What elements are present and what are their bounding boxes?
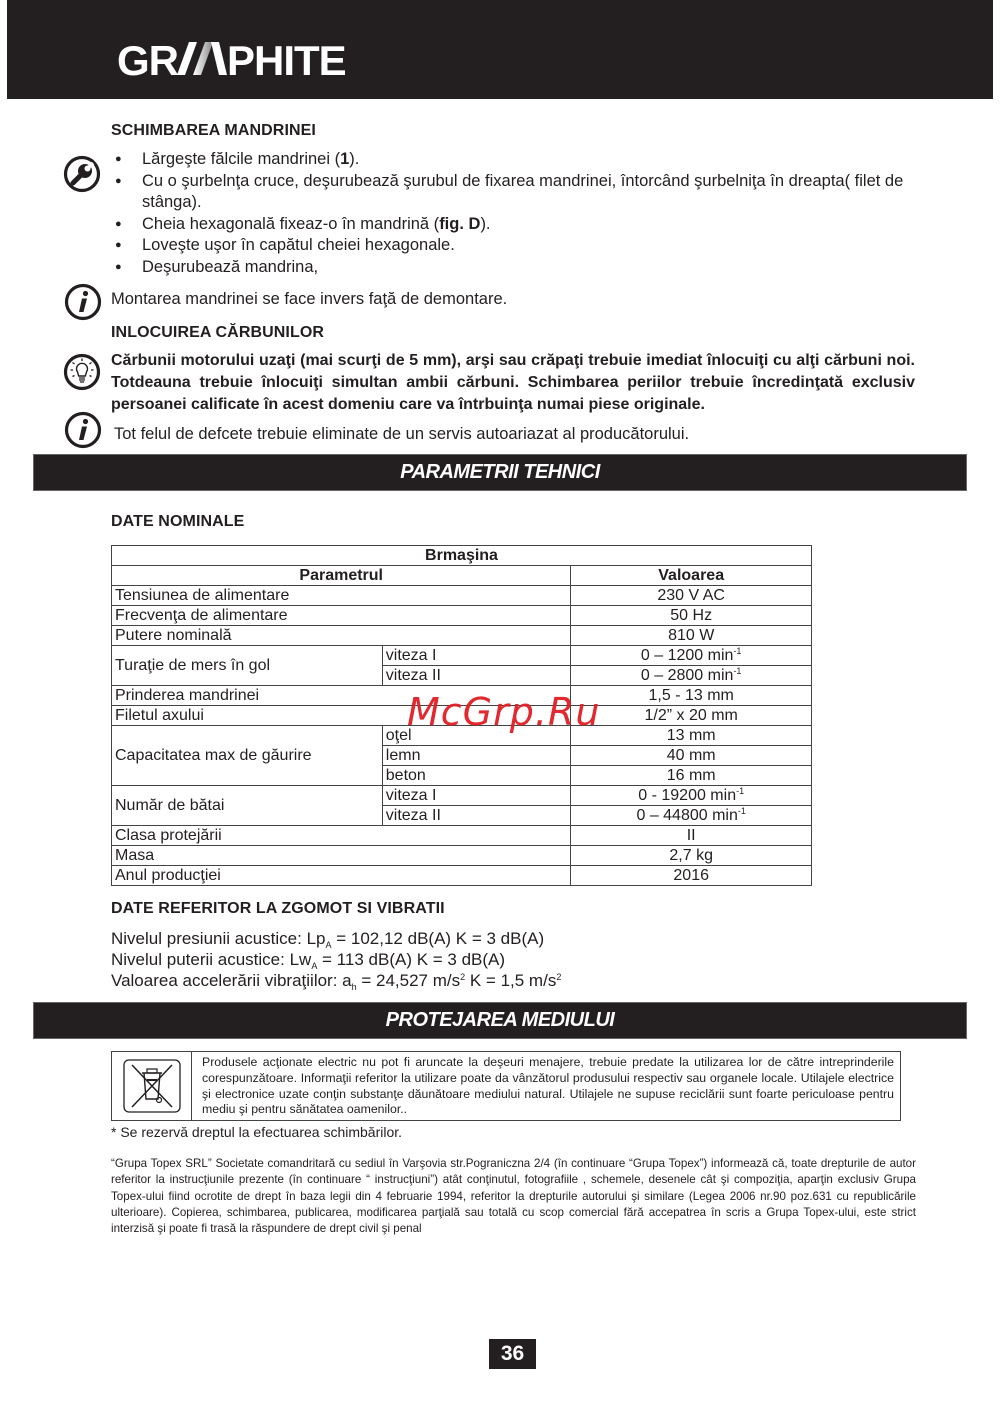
table-row: Filetul axului 1/2” x 20 mm (112, 706, 812, 726)
chuck-info-text: Montarea mandrinei se face invers faţă de demontare. (111, 290, 508, 308)
section-title-brushes: INLOCUIREA CĂRBUNILOR (111, 324, 325, 341)
header-band (7, 0, 993, 99)
svg-text:PHITE: PHITE (227, 40, 346, 80)
lightbulb-icon (63, 353, 101, 391)
step-item: ● Lărgeşte fălcile mandrinei (1). (111, 149, 921, 171)
step-item: ● Loveşte uşor în capătul cheiei hexagonale. (111, 235, 921, 257)
chuck-steps-list (111, 149, 921, 278)
table-row: viteza II 0 – 2800 $\min^{-1}$ (112, 666, 812, 686)
table-header-row: Parametrul Valoarea (112, 566, 812, 586)
table-row: Turaţie de mers în gol viteza I 0 – 1200 $\min^{-1}$ (112, 646, 812, 666)
svg-text:GR: GR (117, 40, 178, 80)
legal-notice: “Grupa Topex SRL” Societate comandritară cu sediul în Varşovia str.Pograniczna 2/4 (în continuare “Grupa Topex”) informează că, toate drepturile de autor referitor la instrucţiunile prezente (în continuare “ instrucţiuni”) atât conţinutul, fotografiile , schemele, desenele cât şi compoziţia, aparţin exclusiv Grupa Topex-ului fiind ocrotite de drept în baza legii din 4 februarie 1994, referitor la drepturile autorului şi similare (Legea 2006 nr.90 poz.631 cu republicările ulterioare). Copierea, schimbarea, publicarea, modificarea parţială sau totală cu scop comercial fără accepatrea în scris a Grupa Topex-ului, este strict interzisă şi poate fi trasă la răspundere de drept civil şi penal (111, 1157, 916, 1236)
table-row: Capacitatea max de găurire oţel 13 mm (112, 726, 812, 746)
environment-box (111, 1051, 901, 1121)
table-row: Anul producţiei 2016 (112, 866, 812, 886)
info-icon (64, 283, 102, 321)
brushes-info-text: Tot felul de defcete trebuie eliminate de un servis autoariazat al producătorului. (114, 425, 690, 443)
table-row: lemn 40 mm (112, 746, 812, 766)
section-title-nominal-data: DATE NOMINALE (111, 513, 245, 530)
page-number: 36 (489, 1339, 536, 1369)
table-row: Clasa protejării II (112, 826, 812, 846)
table-row: beton 16 mm (112, 766, 812, 786)
noise-data (111, 928, 561, 991)
table-row: Număr de bătai viteza I 0 - 19200 $\min^{-1}$ (112, 786, 812, 806)
section-title-chuck: SCHIMBAREA MANDRINEI (111, 122, 316, 139)
table-row: Putere nominală 810 W (112, 626, 812, 646)
section-title-noise: DATE REFERITOR LA ZGOMOT SI VIBRATII (111, 900, 445, 917)
crossed-out-bin-icon (120, 1057, 184, 1115)
sound-pressure-line: Nivelul presiunii acustice: $Lp_A = 102,12$ dB(A) K = 3 dB(A) (111, 929, 545, 950)
table-row: Tensiunea de alimentare 230 V AC (112, 586, 812, 606)
step-item: ● Cheia hexagonală fixeaz-o în mandrină (fig. D). (111, 214, 921, 236)
watermark: McGrp.Ru (407, 690, 601, 734)
step-item: ● Cu o şurbelnţa cruce, deşurubează şurubul de fixarea mandrinei, întorcând şurbelniţa în dreapta( filet de stânga). (111, 171, 921, 214)
table-row: Masa 2,7 kg (112, 846, 812, 866)
graphite-logo (117, 40, 357, 80)
table-row: Prinderea mandrinei 1,5 - 13 mm (112, 686, 812, 706)
sound-power-line: Nivelul puterii acustice: $Lw_A = 113$ dB(A) K = 3 dB(A) (111, 950, 506, 971)
changes-reserved-note: * Se rezervă dreptul la efectuarea schimbărilor. (111, 1124, 403, 1140)
vibration-line: Valoarea accelerării vibraţiilor: $a_h = 24,527$ $m/s^2$ K = 1,5 $m/s^2$ (111, 971, 562, 992)
environment-text: Produsele acţionate electric nu pot fi aruncate la deşeuri menajere, trebuie predate la utilizarea lor de către intreprinderile corespunzătoare. Informaţii referitor la utilizare poate da vânzătorul produsului respectiv sau organele locale. Utilajele electrice şi electronice uzate conţin substanţe dăunătoare mediului natural. Utilajele ne supuse reciclării sunt foarte periculoase pentru mediu şi pentru sănătatea oamenilor.. (202, 1055, 894, 1117)
table-row: Frecvenţa de alimentare 50 Hz (112, 606, 812, 626)
section-band-technical-params: PARAMETRII TEHNICI (33, 454, 967, 491)
table-row: viteza II 0 – 44800 $\min^{-1}$ (112, 806, 812, 826)
info-icon (64, 411, 102, 449)
wrench-icon (63, 155, 101, 193)
step-item: ● Deşurubează mandrina, (111, 257, 921, 279)
section-band-environment: PROTEJAREA MEDIULUI (33, 1002, 967, 1039)
brushes-warning-text: Cărbunii motorului uzaţi (mai scurţi de 5 mm), arşi sau crăpaţi trebuie imediat înlocuiţi cu alţi cărbuni noi. Totdeauna trebuie înlocuiţi simultan ambii cărbuni. Schimbarea periilor trebuie încredinţată exclusiv persoanei calificate în acest domeniu care va întrbuinţa numai piese originale. (111, 352, 915, 413)
table-caption-row: Brmaşina (112, 546, 812, 566)
